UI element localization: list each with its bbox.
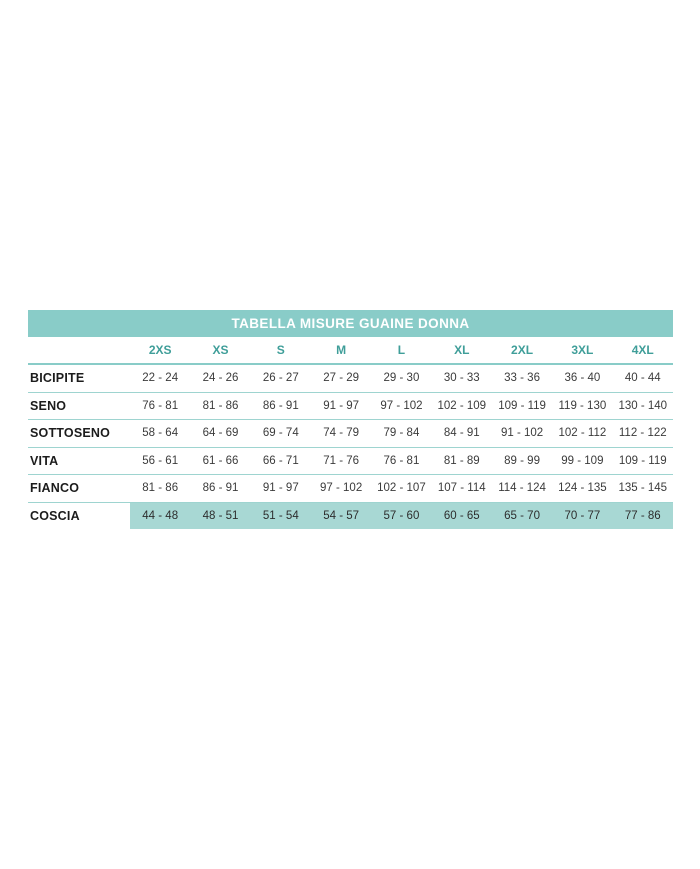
column-header-m: M bbox=[311, 337, 371, 364]
column-header-s: S bbox=[251, 337, 311, 364]
size-table bbox=[28, 310, 673, 529]
cell-bicipite-s: 26 - 27 bbox=[251, 364, 311, 392]
page-title: TABELLA MISURE GUAINE DONNA bbox=[28, 310, 673, 337]
cell-sottoseno-2xs: 58 - 64 bbox=[130, 420, 190, 448]
cell-bicipite-4xl: 40 - 44 bbox=[613, 364, 673, 392]
cell-seno-s: 86 - 91 bbox=[251, 392, 311, 420]
cell-fianco-xs: 86 - 91 bbox=[190, 475, 250, 503]
table-row bbox=[28, 364, 673, 392]
table-row bbox=[28, 447, 673, 475]
row-label-fianco: FIANCO bbox=[28, 475, 130, 503]
cell-bicipite-xs: 24 - 26 bbox=[190, 364, 250, 392]
cell-sottoseno-s: 69 - 74 bbox=[251, 420, 311, 448]
column-header-4xl: 4XL bbox=[613, 337, 673, 364]
cell-vita-2xs: 56 - 61 bbox=[130, 447, 190, 475]
cell-coscia-l: 57 - 60 bbox=[371, 502, 431, 529]
cell-seno-xs: 81 - 86 bbox=[190, 392, 250, 420]
table-header-row bbox=[28, 337, 673, 364]
cell-seno-3xl: 119 - 130 bbox=[552, 392, 612, 420]
cell-coscia-3xl: 70 - 77 bbox=[552, 502, 612, 529]
cell-coscia-2xs: 44 - 48 bbox=[130, 502, 190, 529]
cell-fianco-3xl: 124 - 135 bbox=[552, 475, 612, 503]
cell-bicipite-3xl: 36 - 40 bbox=[552, 364, 612, 392]
cell-coscia-xs: 48 - 51 bbox=[190, 502, 250, 529]
cell-fianco-4xl: 135 - 145 bbox=[613, 475, 673, 503]
cell-vita-xl: 81 - 89 bbox=[432, 447, 492, 475]
cell-vita-3xl: 99 - 109 bbox=[552, 447, 612, 475]
cell-fianco-2xs: 81 - 86 bbox=[130, 475, 190, 503]
row-label-sottoseno: SOTTOSENO bbox=[28, 420, 130, 448]
column-header-l: L bbox=[371, 337, 431, 364]
row-label-coscia: COSCIA bbox=[28, 502, 130, 529]
table-row bbox=[28, 475, 673, 503]
cell-sottoseno-m: 74 - 79 bbox=[311, 420, 371, 448]
row-label-header bbox=[28, 337, 130, 364]
cell-vita-l: 76 - 81 bbox=[371, 447, 431, 475]
cell-coscia-xl: 60 - 65 bbox=[432, 502, 492, 529]
cell-seno-2xl: 109 - 119 bbox=[492, 392, 552, 420]
cell-fianco-2xl: 114 - 124 bbox=[492, 475, 552, 503]
cell-fianco-m: 97 - 102 bbox=[311, 475, 371, 503]
cell-bicipite-2xs: 22 - 24 bbox=[130, 364, 190, 392]
column-header-2xs: 2XS bbox=[130, 337, 190, 364]
column-header-2xl: 2XL bbox=[492, 337, 552, 364]
cell-seno-m: 91 - 97 bbox=[311, 392, 371, 420]
table-row bbox=[28, 392, 673, 420]
cell-seno-4xl: 130 - 140 bbox=[613, 392, 673, 420]
row-label-bicipite: BICIPITE bbox=[28, 364, 130, 392]
cell-fianco-xl: 107 - 114 bbox=[432, 475, 492, 503]
row-label-vita: VITA bbox=[28, 447, 130, 475]
cell-vita-4xl: 109 - 119 bbox=[613, 447, 673, 475]
cell-bicipite-xl: 30 - 33 bbox=[432, 364, 492, 392]
table-row bbox=[28, 502, 673, 529]
table-row bbox=[28, 420, 673, 448]
cell-coscia-4xl: 77 - 86 bbox=[613, 502, 673, 529]
cell-vita-xs: 61 - 66 bbox=[190, 447, 250, 475]
column-header-xl: XL bbox=[432, 337, 492, 364]
cell-coscia-m: 54 - 57 bbox=[311, 502, 371, 529]
cell-vita-2xl: 89 - 99 bbox=[492, 447, 552, 475]
cell-sottoseno-4xl: 112 - 122 bbox=[613, 420, 673, 448]
cell-seno-xl: 102 - 109 bbox=[432, 392, 492, 420]
cell-fianco-l: 102 - 107 bbox=[371, 475, 431, 503]
cell-sottoseno-xl: 84 - 91 bbox=[432, 420, 492, 448]
cell-sottoseno-3xl: 102 - 112 bbox=[552, 420, 612, 448]
cell-sottoseno-xs: 64 - 69 bbox=[190, 420, 250, 448]
cell-coscia-2xl: 65 - 70 bbox=[492, 502, 552, 529]
cell-fianco-s: 91 - 97 bbox=[251, 475, 311, 503]
cell-vita-s: 66 - 71 bbox=[251, 447, 311, 475]
cell-coscia-s: 51 - 54 bbox=[251, 502, 311, 529]
cell-vita-m: 71 - 76 bbox=[311, 447, 371, 475]
cell-bicipite-2xl: 33 - 36 bbox=[492, 364, 552, 392]
cell-bicipite-l: 29 - 30 bbox=[371, 364, 431, 392]
column-header-3xl: 3XL bbox=[552, 337, 612, 364]
cell-sottoseno-l: 79 - 84 bbox=[371, 420, 431, 448]
cell-seno-2xs: 76 - 81 bbox=[130, 392, 190, 420]
table-title-row bbox=[28, 310, 673, 337]
cell-sottoseno-2xl: 91 - 102 bbox=[492, 420, 552, 448]
column-header-xs: XS bbox=[190, 337, 250, 364]
cell-seno-l: 97 - 102 bbox=[371, 392, 431, 420]
size-table-container bbox=[28, 310, 673, 529]
row-label-seno: SENO bbox=[28, 392, 130, 420]
cell-bicipite-m: 27 - 29 bbox=[311, 364, 371, 392]
